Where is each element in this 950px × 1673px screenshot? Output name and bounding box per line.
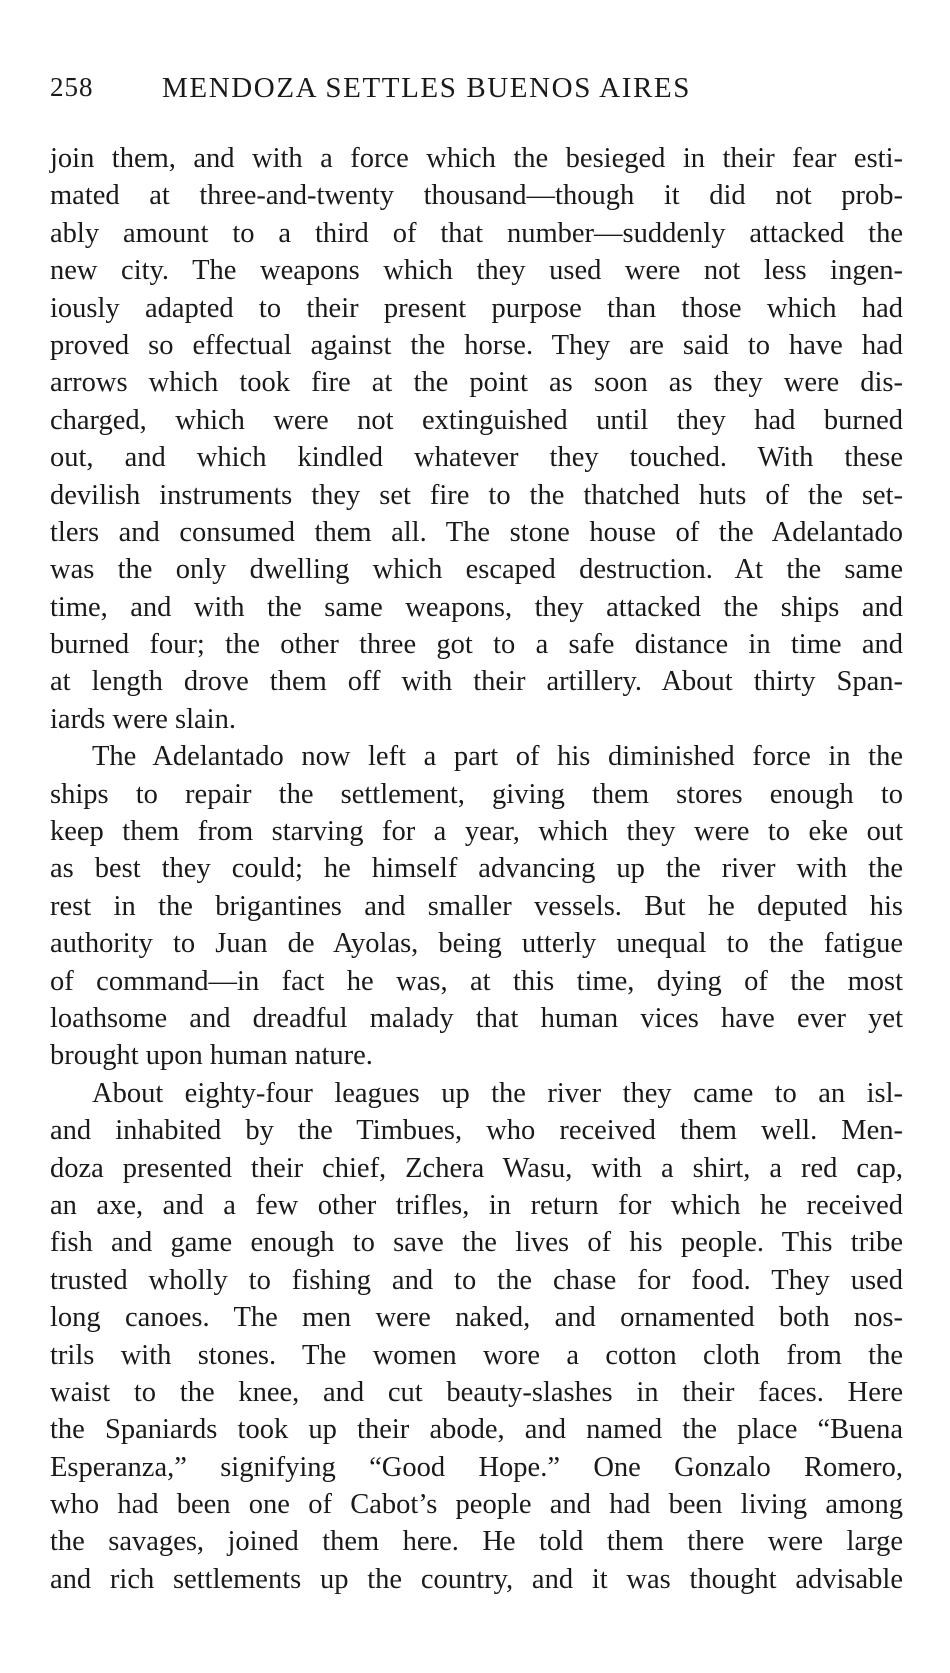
text-line: as best they could; he himself advancing up the river with the xyxy=(50,853,903,885)
text-line: fish and game enough to save the lives of his people. This tribe xyxy=(50,1227,903,1259)
text-line: the Spaniards took up their abode, and named the place “Buena xyxy=(50,1414,903,1446)
text-line: was the only dwelling which escaped destruction. At the same xyxy=(50,554,903,586)
text-line: join them, and with a force which the besieged in their fear esti- xyxy=(50,143,903,174)
text-line: the savages, joined them here. He told them there were large xyxy=(50,1526,903,1558)
running-head: MENDOZA SETTLES BUENOS AIRES xyxy=(162,72,691,104)
text-line: at length drove them off with their artillery. About thirty Span- xyxy=(50,666,903,698)
text-line: Esperanza,” signifying “Good Hope.” One Gonzalo Romero, xyxy=(50,1451,903,1483)
text-line: authority to Juan de Ayolas, being utterly unequal to the fatigue xyxy=(50,928,903,960)
text-line: About eighty-four leagues up the river they came to an isl- xyxy=(92,1077,903,1109)
body-text xyxy=(50,140,903,1598)
text-line: who had been one of Cabot’s people and had been living among xyxy=(50,1489,903,1521)
text-line: burned four; the other three got to a safe distance in time and xyxy=(50,629,903,661)
text-line: devilish instruments they set fire to the thatched huts of the set- xyxy=(50,479,903,511)
text-line: an axe, and a few other trifles, in return for which he received xyxy=(50,1189,903,1221)
paragraph xyxy=(50,1075,903,1598)
text-line: doza presented their chief, Zchera Wasu, with a shirt, a red cap, xyxy=(50,1152,903,1184)
text-line: ships to repair the settlement, giving them stores enough to xyxy=(50,778,903,810)
page-number: 258 xyxy=(50,72,94,102)
paragraph xyxy=(50,140,903,738)
text-line: trils with stones. The women wore a cotton cloth from the xyxy=(50,1339,903,1371)
paragraph xyxy=(50,738,903,1075)
text-line: The Adelantado now left a part of his diminished force in the xyxy=(92,741,903,773)
text-line: charged, which were not extinguished until they had burned xyxy=(50,404,903,436)
page-header xyxy=(50,72,900,112)
text-line: and rich settlements up the country, and it was thought advisable xyxy=(50,1563,903,1595)
text-line: iards were slain. xyxy=(50,703,236,735)
text-line: arrows which took fire at the point as soon as they were dis- xyxy=(50,367,903,399)
text-line: iously adapted to their present purpose than those which had xyxy=(50,292,903,324)
text-line: brought upon human nature. xyxy=(50,1040,373,1072)
text-line: trusted wholly to fishing and to the chase for food. They used xyxy=(50,1264,903,1296)
text-line: proved so effectual against the horse. They are said to have had xyxy=(50,329,903,361)
text-line: tlers and consumed them all. The stone house of the Adelantado xyxy=(50,516,903,548)
text-line: loathsome and dreadful malady that human vices have ever yet xyxy=(50,1002,903,1034)
text-line: keep them from starving for a year, which they were to eke out xyxy=(50,816,903,848)
text-line: long canoes. The men were naked, and ornamented both nos- xyxy=(50,1302,903,1334)
text-line: rest in the brigantines and smaller vessels. But he deputed his xyxy=(50,890,903,922)
text-line: mated at three-and-twenty thousand—though it did not prob- xyxy=(50,180,903,212)
text-line: ably amount to a third of that number—suddenly attacked the xyxy=(50,217,903,249)
text-line: out, and which kindled whatever they touched. With these xyxy=(50,442,903,474)
text-line: and inhabited by the Timbues, who received them well. Men- xyxy=(50,1115,903,1147)
text-line: new city. The weapons which they used were not less ingen- xyxy=(50,255,903,287)
text-line: of command—in fact he was, at this time, dying of the most xyxy=(50,965,903,997)
text-line: waist to the knee, and cut beauty-slashes in their faces. Here xyxy=(50,1376,903,1408)
text-line: time, and with the same weapons, they attacked the ships and xyxy=(50,591,903,623)
